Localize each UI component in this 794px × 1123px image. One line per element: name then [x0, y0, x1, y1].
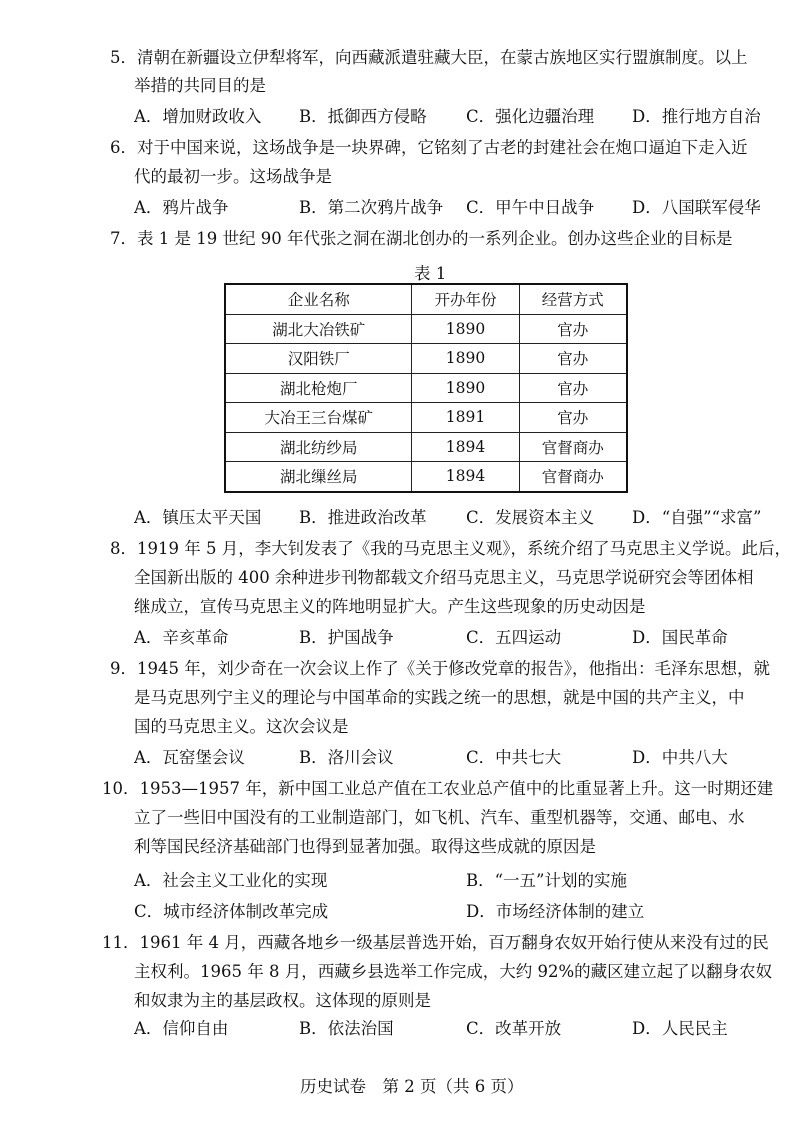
- q9-stem-line-1: 9．1945 年，刘少奇在一次会议上作了《关于修改党章的报告》，他指出：毛泽东思想，就: [110, 659, 770, 678]
- table-row: [225, 314, 627, 344]
- table-row: [225, 403, 627, 433]
- table-cell: 汉阳铁厂: [225, 344, 412, 374]
- q9-option-d: D．中共八大: [632, 748, 728, 767]
- table-cell: 1891: [412, 403, 519, 433]
- q10-stem-line-1: 10．1953—1957 年，新中国工业总产值在工农业总产值中的比重显著上升。这一时期还建: [102, 779, 774, 798]
- q11-stem-line-3: 和奴隶为主的基层政权。这体现的原则是: [134, 991, 431, 1010]
- q11-option-a: A．信仰自由: [134, 1019, 229, 1038]
- q7-option-b: B．推进政治改革: [299, 508, 427, 527]
- q10-option-d: D．市场经济体制的建立: [466, 902, 645, 921]
- q11-stem-line-1: 11．1961 年 4 月，西藏各地乡一级基层普选开始，百万翻身农奴开始行使从来没有过的民: [102, 933, 769, 952]
- table-row: [225, 344, 627, 374]
- table-header-cell: 经营方式: [519, 284, 627, 314]
- table-cell: 官督商办: [519, 462, 627, 492]
- q10-option-b: B．“一五”计划的实施: [466, 871, 627, 890]
- table-cell: 1894: [412, 462, 519, 492]
- q8-option-c: C．五四运动: [466, 628, 562, 647]
- q6-option-d: D．八国联军侵华: [632, 198, 761, 217]
- q9-stem-line-3: 国的马克思主义。这次会议是: [134, 717, 349, 736]
- enterprise-table: [224, 283, 628, 493]
- q11-option-b: B．依法治国: [299, 1019, 394, 1038]
- q10-stem-line-3: 利等国民经济基础部门也得到显著加强。取得这些成就的原因是: [134, 837, 596, 856]
- table-header-cell: 企业名称: [225, 284, 412, 314]
- q9-option-a: A．瓦窑堡会议: [134, 748, 245, 767]
- q8-stem-line-3: 继成立，宣传马克思主义的阵地明显扩大。产生这些现象的历史动因是: [134, 597, 646, 616]
- table-cell: 湖北大冶铁矿: [225, 314, 412, 344]
- table-cell: 官办: [519, 403, 627, 433]
- table-header-row: [225, 284, 627, 314]
- q10-option-c: C．城市经济体制改革完成: [134, 902, 329, 921]
- table-cell: 1890: [412, 314, 519, 344]
- q8-stem-line-2: 全国新出版的 400 余种进步刊物都载文介绍马克思主义，马克思学说研究会等团体相: [134, 568, 754, 587]
- q11-stem-line-2: 主权利。1965 年 8 月，西藏乡县选举工作完成，大约 92%的藏区建立起了以翻身农奴: [134, 962, 773, 981]
- q11-option-d: D．人民民主: [632, 1019, 728, 1038]
- q5-option-c: C．强化边疆治理: [466, 107, 595, 126]
- q10-stem-line-2: 立了一些旧中国没有的工业制造部门，如飞机、汽车、重型机器等，交通、邮电、水: [134, 808, 745, 827]
- page-footer: 历史试卷 第 2 页（共 6 页）: [300, 1077, 524, 1096]
- q8-stem-line-1: 8．1919 年 5 月，李大钊发表了《我的马克思主义观》，系统介绍了马克思主义学说。此后，: [110, 539, 791, 558]
- q6-option-b: B．第二次鸦片战争: [299, 198, 444, 217]
- q7-option-d: D．“自强”“求富”: [632, 508, 762, 527]
- table-row: [225, 462, 627, 492]
- q8-option-d: D．国民革命: [632, 628, 728, 647]
- table-header-cell: 开办年份: [412, 284, 519, 314]
- q9-option-c: C．中共七大: [466, 748, 562, 767]
- table-cell: 湖北枪炮厂: [225, 373, 412, 403]
- q7-option-a: A．镇压太平天国: [134, 508, 262, 527]
- q9-option-b: B．洛川会议: [299, 748, 394, 767]
- table-cell: 1894: [412, 432, 519, 462]
- q6-stem-line-2: 代的最初一步。这场战争是: [134, 167, 332, 186]
- q9-stem-line-2: 是马克思列宁主义的理论与中国革命的实践之统一的思想，就是中国的共产主义，中: [134, 688, 745, 707]
- table-cell: 官办: [519, 344, 627, 374]
- q5-option-a: A．增加财政收入: [134, 107, 262, 126]
- table-cell: 官办: [519, 373, 627, 403]
- q7-stem-line-1: 7．表 1 是 19 世纪 90 年代张之洞在湖北创办的一系列企业。创办这些企业的目标是: [110, 229, 733, 248]
- table-cell: 官办: [519, 314, 627, 344]
- table-cell: 湖北缫丝局: [225, 462, 412, 492]
- table-cell: 1890: [412, 373, 519, 403]
- table-row: [225, 373, 627, 403]
- table-cell: 湖北纺纱局: [225, 432, 412, 462]
- q6-option-c: C．甲午中日战争: [466, 198, 595, 217]
- table-cell: 官督商办: [519, 432, 627, 462]
- q6-stem-line-1: 6．对于中国来说，这场战争是一块界碑，它铭刻了古老的封建社会在炮口逼迫下走入近: [110, 138, 748, 157]
- table-cell: 大冶王三台煤矿: [225, 403, 412, 433]
- q5-stem-line-1: 5．清朝在新疆设立伊犁将军，向西藏派遣驻藏大臣，在蒙古族地区实行盟旗制度。以上: [110, 48, 748, 67]
- q8-option-a: A．辛亥革命: [134, 628, 229, 647]
- table-caption: 表 1: [414, 264, 447, 283]
- q8-option-b: B．护国战争: [299, 628, 394, 647]
- q7-option-c: C．发展资本主义: [466, 508, 595, 527]
- table-cell: 1890: [412, 344, 519, 374]
- q5-stem-line-2: 举措的共同目的是: [134, 76, 266, 95]
- q6-option-a: A．鸦片战争: [134, 198, 229, 217]
- q11-option-c: C．改革开放: [466, 1019, 562, 1038]
- q5-option-d: D．推行地方自治: [632, 107, 761, 126]
- table-row: [225, 432, 627, 462]
- q5-option-b: B．抵御西方侵略: [299, 107, 427, 126]
- q10-option-a: A．社会主义工业化的实现: [134, 871, 328, 890]
